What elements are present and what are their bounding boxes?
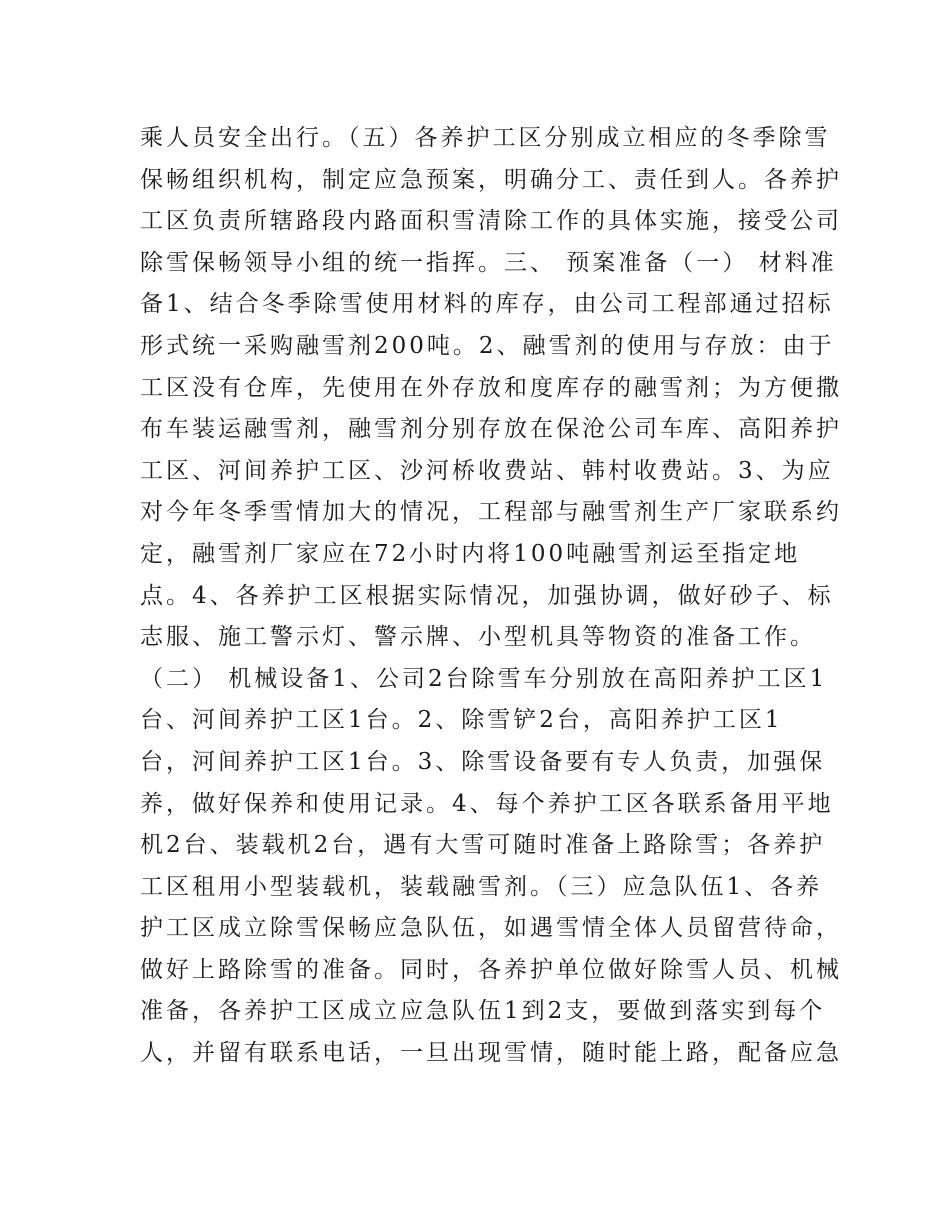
text-line: 台、河间养护工区1台。2、除雪铲2台，高阳养护工区1 [140,707,783,734]
text-line: 形式统一采购融雪剂200吨。2、融雪剂的使用与存放：由于 [140,332,835,359]
text-line: 工区没有仓库，先使用在外存放和度库存的融雪剂；为方便撒 [140,374,842,401]
text-line: 人，并留有联系电话，一旦出现雪情，随时能上路，配备应急 [140,1040,842,1067]
text-line: 对今年冬季雪情加大的情况，工程部与融雪剂生产厂家联系约 [140,499,842,526]
text-line: 工区负责所辖路段内路面积雪清除工作的具体实施，接受公司 [140,208,842,235]
text-line: 志服、施工警示灯、警示牌、小型机具等物资的准备工作。 [140,624,816,651]
text-line: 点。4、各养护工区根据实际情况，加强协调，做好砂子、标 [140,582,834,609]
text-line: 养，做好保养和使用记录。4、每个养护工区各联系备用平地 [140,790,834,817]
text-line: 机2台、装载机2台，遇有大雪可随时准备上路除雪；各养护 [140,832,826,859]
text-line: 备1、结合冬季除雪使用材料的库存，由公司工程部通过招标 [140,291,834,318]
text-line: 除雪保畅领导小组的统一指挥。三、 预案准备（一） 材料准 [140,249,837,276]
text-line: 准备，各养护工区成立应急队伍1到2支，要做到落实到每个 [140,998,826,1025]
text-line: 定，融雪剂厂家应在72小时内将100吨融雪剂运至指定地 [140,540,801,567]
text-line: 保畅组织机构，制定应急预案，明确分工、责任到人。各养护 [140,166,842,193]
text-line: 做好上路除雪的准备。同时，各养护单位做好除雪人员、机械 [140,956,842,983]
body-text [140,118,842,1075]
text-line: 工区、河间养护工区、沙河桥收费站、韩村收费站。3、为应 [140,457,834,484]
text-line: 乘人员安全出行。（五）各养护工区分别成立相应的冬季除雪 [140,125,831,151]
text-line: （二） 机械设备1、公司2台除雪车分别放在高阳养护工区1 [140,665,828,692]
text-line: 工区租用小型装载机，装载融雪剂。（三）应急队伍1、各养 [140,873,823,900]
text-line: 台，河间养护工区1台。3、除雪设备要有专人负责，加强保 [140,748,826,775]
text-line: 布车装运融雪剂，融雪剂分别存放在保沧公司车库、高阳养护 [140,416,842,443]
text-line: 护工区成立除雪保畅应急队伍，如遇雪情全体人员留营待命， [140,915,842,942]
